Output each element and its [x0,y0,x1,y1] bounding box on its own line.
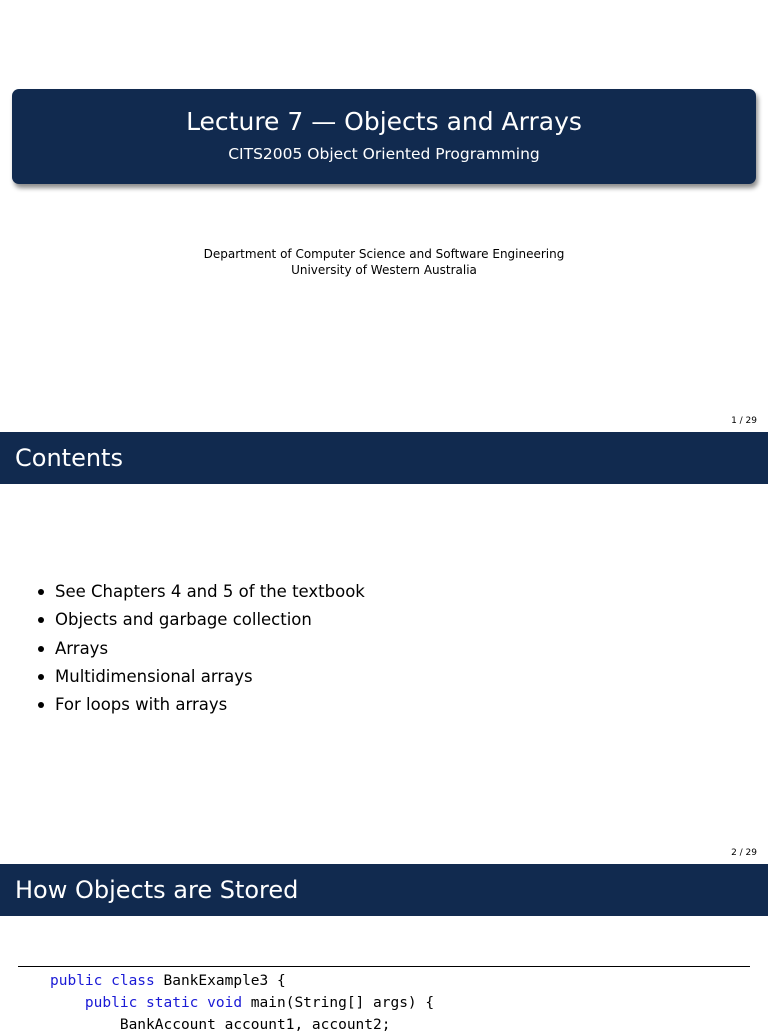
frame-header [0,864,768,916]
list-item-text: Multidimensional arrays [55,666,253,686]
list-item [38,606,365,634]
bullet-icon [38,702,44,708]
code-keyword: public class [50,973,155,989]
frame-header [0,432,768,484]
page-number: 2 / 29 [731,848,757,858]
code-line [50,970,434,992]
list-item-text: Arrays [55,638,109,658]
list-item [38,663,365,691]
frame-title: Contents [15,444,123,472]
code-block [50,970,434,1036]
course-subtitle: CITS2005 Object Oriented Programming [228,145,540,163]
code-text: BankExample3 { [154,973,286,989]
code-text: main(String[] args) { [242,995,435,1011]
department-text: Department of Computer Science and Software Engineering [203,247,565,261]
bullet-icon [38,646,44,652]
bullet-icon [38,589,44,595]
code-top-rule [18,966,750,967]
frame-title: How Objects are Stored [15,876,299,904]
list-item-text: See Chapters 4 and 5 of the textbook [55,582,365,601]
contents-slide [0,432,768,864]
title-box [12,89,756,184]
contents-list [38,578,365,719]
list-item [38,635,365,663]
code-text: BankAccount account1, account2; [119,1017,391,1033]
lecture-title: Lecture 7 — Objects and Arrays [186,107,582,136]
objects-stored-slide [0,864,768,1033]
list-item [38,691,365,719]
list-item-text: Objects and garbage collection [55,610,312,630]
code-line [50,992,434,1014]
bullet-icon [38,617,44,623]
list-item [38,578,365,606]
code-keyword: public static void [84,995,243,1011]
title-slide [0,0,768,432]
list-item-text: For loops with arrays [55,695,228,715]
bullet-icon [38,674,44,680]
page-number: 1 / 29 [731,416,757,426]
code-line [50,1014,434,1036]
university-text: University of Western Australia [291,263,477,277]
